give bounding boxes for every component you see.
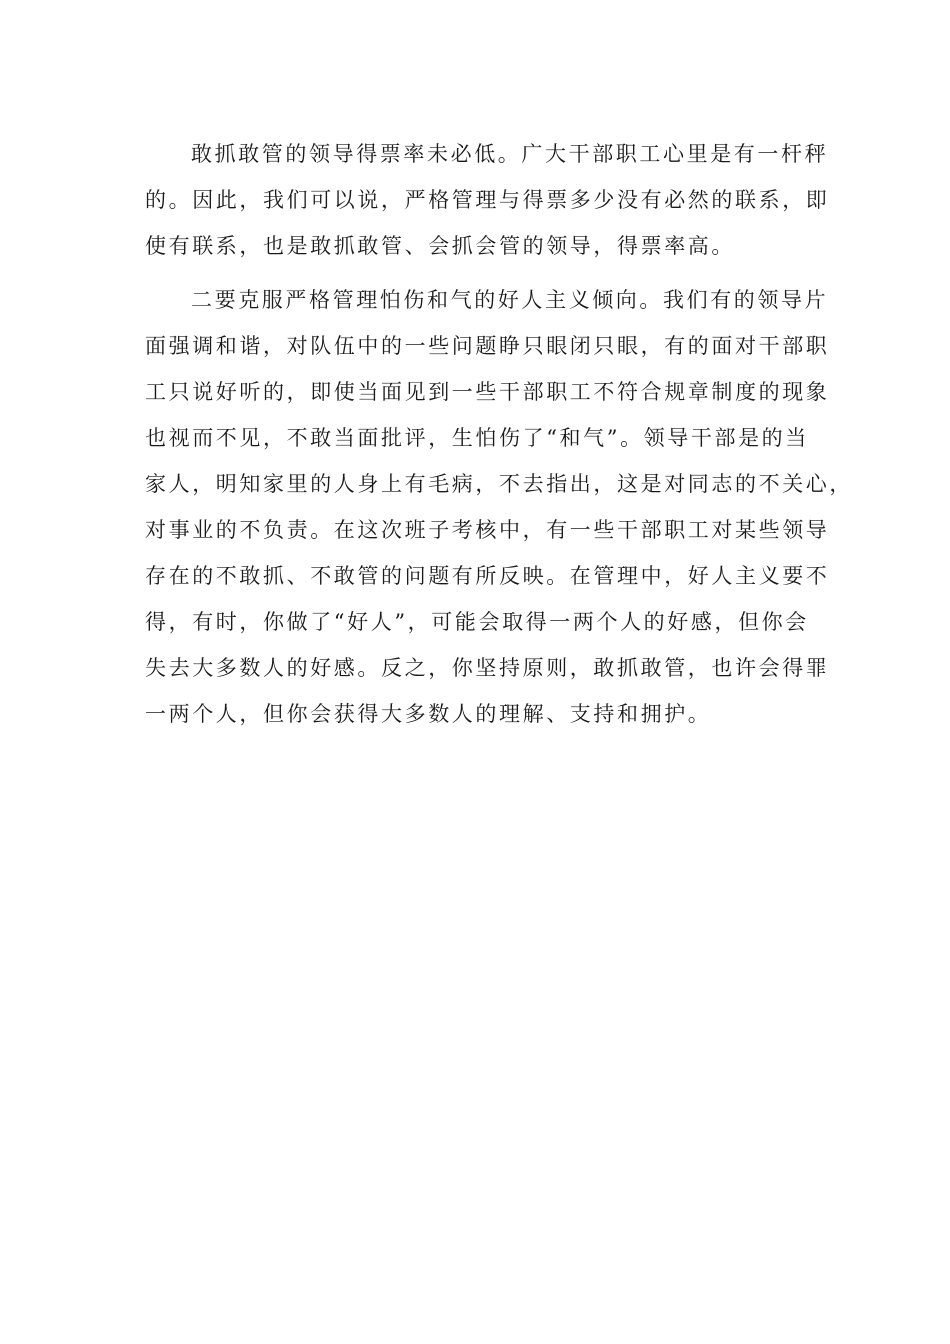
document-body: [145, 131, 853, 737]
text-line: 的。因此，我们可以说，严格管理与得票多少没有必然的联系，即: [145, 188, 830, 212]
paragraph-2: [145, 277, 853, 737]
text-line: 也视而不见，不敢当面批评，生怕伤了“和气”。领导干部是的当: [145, 426, 809, 450]
text-line: 失去大多数人的好感。反之，你坚持原则，敢抓敢管，也许会得罪: [145, 656, 830, 680]
text-line: 存在的不敢抓、不敢管的问题有所反映。在管理中，好人主义要不: [145, 564, 830, 588]
paragraph-1: [145, 131, 830, 269]
text-line: 对事业的不负责。在这次班子考核中，有一些干部职工对某些领导: [145, 518, 830, 542]
text-line: 二要克服严格管理怕伤和气的好人主义倾向。我们有的领导片: [191, 288, 829, 312]
text-line: 得，有时，你做了“好人”，可能会取得一两个人的好感，但你会: [145, 610, 809, 634]
text-line: 工只说好听的，即使当面见到一些干部职工不符合规章制度的现象: [145, 380, 830, 404]
text-line: 一两个人，但你会获得大多数人的理解、支持和拥护。: [145, 702, 712, 726]
text-line: 敢抓敢管的领导得票率未必低。广大干部职工心里是有一杆秤: [191, 142, 829, 166]
text-line: 面强调和谐，对队伍中的一些问题睁只眼闭只眼，有的面对干部职: [145, 334, 830, 358]
text-line: 家人，明知家里的人身上有毛病，不去指出，这是对同志的不关心，: [145, 472, 853, 496]
text-line: 使有联系，也是敢抓敢管、会抓会管的领导，得票率高。: [145, 234, 735, 258]
